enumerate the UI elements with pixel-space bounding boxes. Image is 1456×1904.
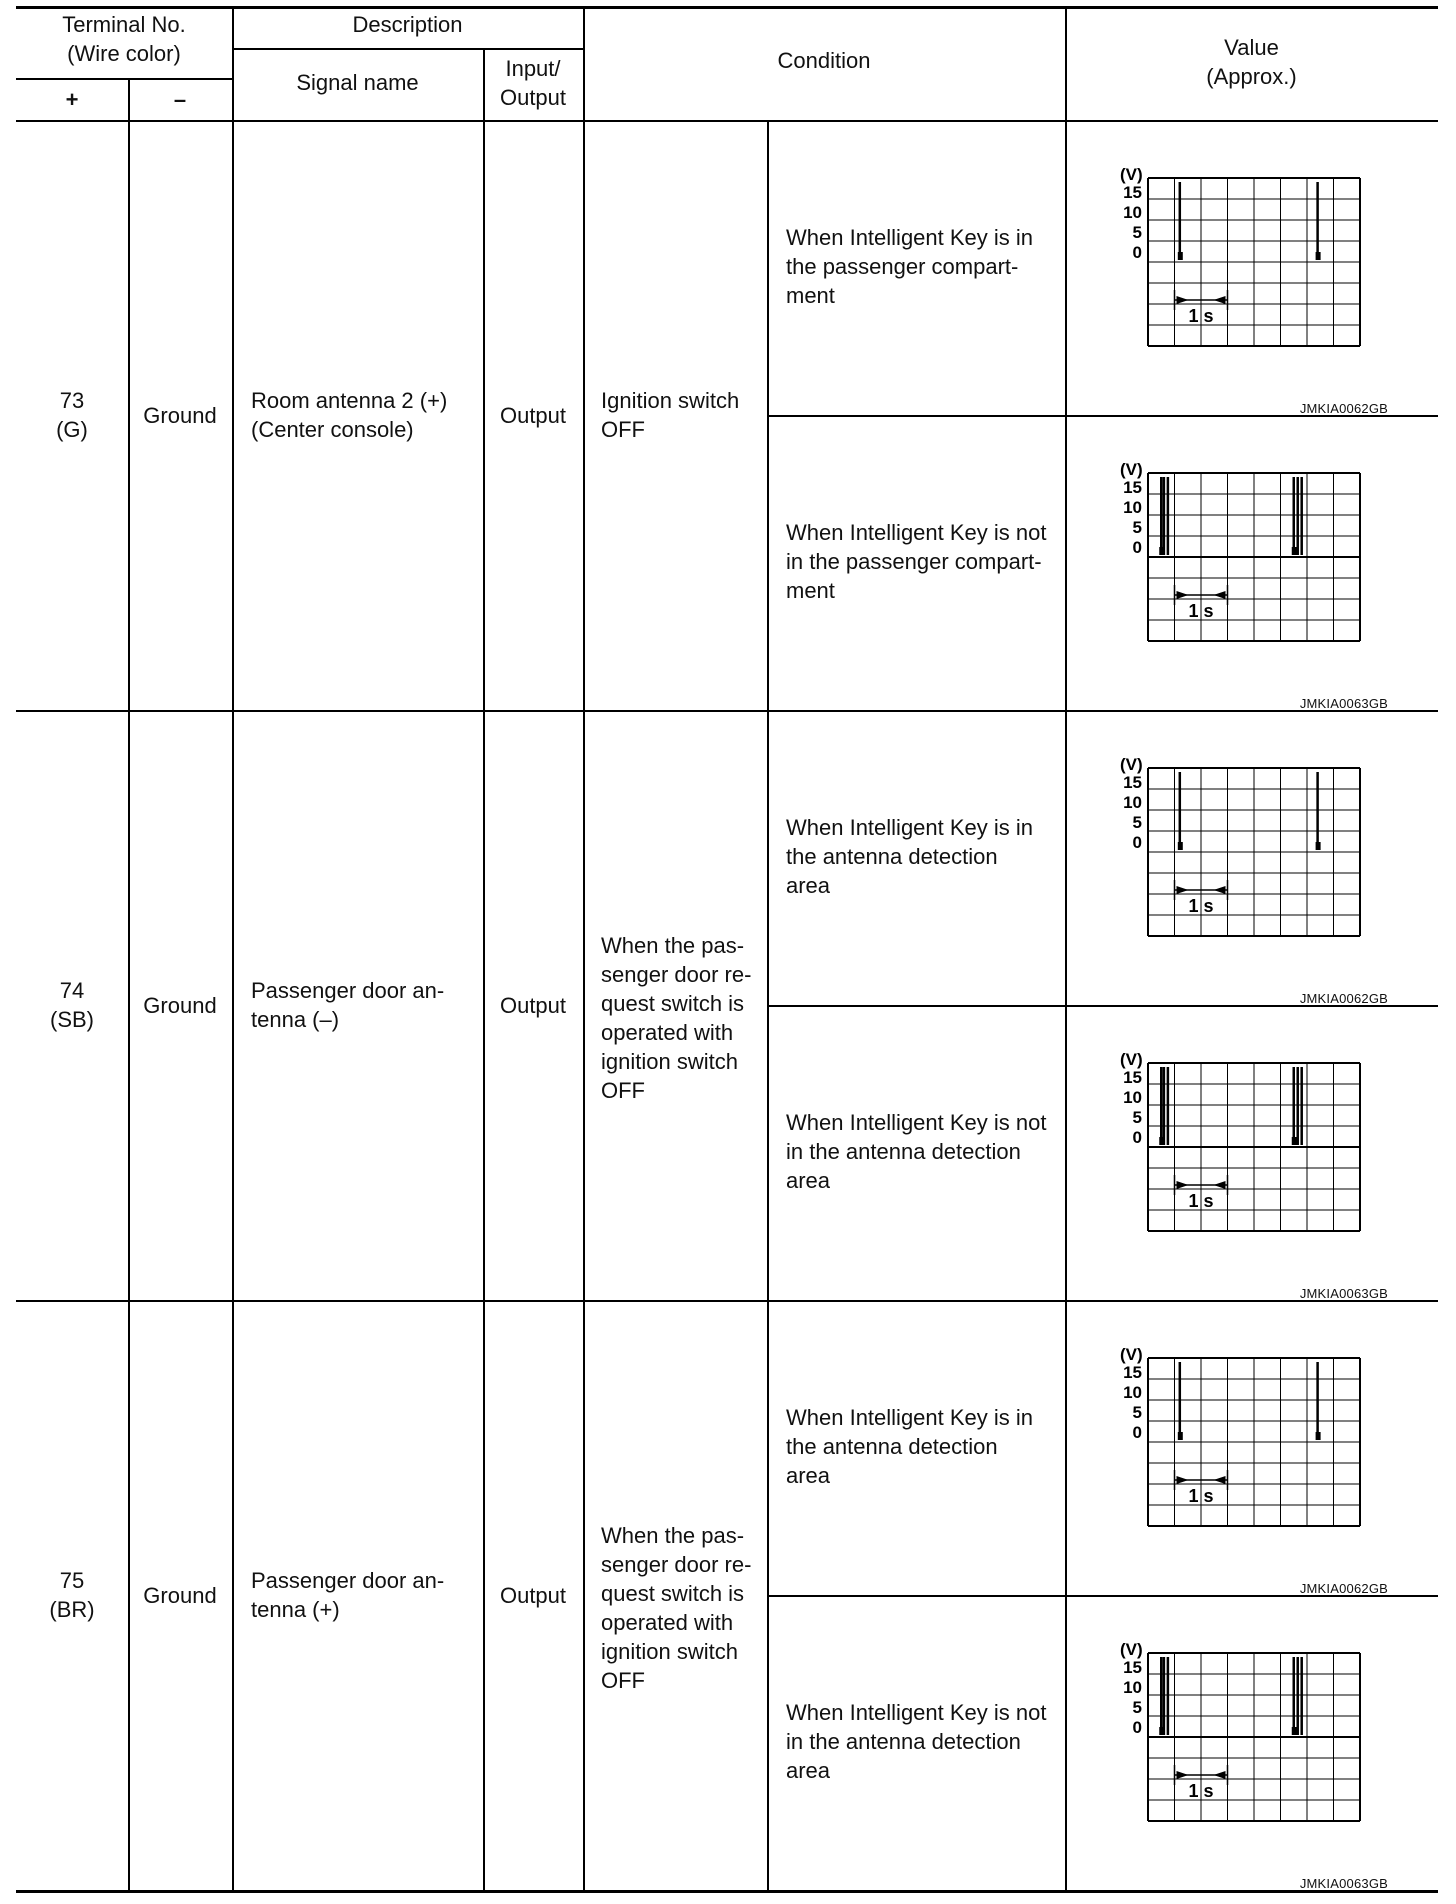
- condition-73-line1: Ignition switch: [601, 388, 740, 413]
- tick-label: 0: [1132, 833, 1142, 852]
- tick-label: 5: [1132, 1108, 1142, 1127]
- subcondition-74a-line1: When Intelligent Key is in: [786, 815, 1034, 840]
- time-marker-arrow: [1177, 296, 1189, 304]
- rule-header-mid-desc: [232, 48, 583, 50]
- subcondition-73a-line1: When Intelligent Key is in: [786, 225, 1034, 250]
- scope-74a: [1100, 752, 1400, 1012]
- condition-74-line2: senger door re-: [601, 962, 752, 987]
- header-minus: –: [173, 87, 187, 112]
- time-label: 1 s: [1188, 1486, 1214, 1506]
- condition-74-line4: operated with: [601, 1020, 734, 1045]
- time-marker-arrow: [1177, 591, 1189, 599]
- tick-label: 15: [1123, 183, 1142, 202]
- io-73: Output: [499, 403, 567, 428]
- subcondition-74a-line2: the antenna detection: [786, 844, 998, 869]
- figure-code-75a: JMKIA0062GB: [1299, 1581, 1388, 1596]
- signal-73-line1: Room antenna 2 (+): [251, 388, 448, 413]
- waveform-pulse-foot: [1292, 1727, 1297, 1735]
- scope-75a: [1100, 1342, 1400, 1602]
- ground-75: Ground: [143, 1583, 217, 1608]
- waveform-pulse-foot: [1159, 1727, 1164, 1735]
- subcondition-74b-line1: When Intelligent Key is not: [786, 1110, 1047, 1135]
- time-marker-arrow: [1214, 1181, 1226, 1189]
- subcondition-74b-line3: area: [786, 1168, 831, 1193]
- unit-label: (V): [1120, 165, 1143, 184]
- header-condition: Condition: [777, 48, 871, 73]
- tick-label: 5: [1132, 1403, 1142, 1422]
- header-value-2: (Approx.): [1206, 64, 1297, 89]
- header-terminal-no: Terminal No.: [62, 12, 186, 37]
- header-input-output-2: Output: [499, 85, 567, 110]
- unit-label: (V): [1120, 460, 1143, 479]
- figure-code-73b: JMKIA0063GB: [1299, 696, 1388, 711]
- tick-label: 15: [1123, 1068, 1142, 1087]
- subcondition-74a-line3: area: [786, 873, 831, 898]
- figure-code-75b: JMKIA0063GB: [1299, 1876, 1388, 1891]
- terminal-74: 74: [59, 978, 85, 1003]
- subcondition-75a-line3: area: [786, 1463, 831, 1488]
- tick-label: 10: [1123, 1088, 1142, 1107]
- time-label: 1 s: [1188, 306, 1214, 326]
- wire-75: (BR): [49, 1597, 95, 1622]
- waveform-pulse-foot: [1292, 1137, 1297, 1145]
- subcondition-75a-line1: When Intelligent Key is in: [786, 1405, 1034, 1430]
- waveform-pulse-foot: [1178, 252, 1183, 260]
- time-marker-arrow: [1214, 296, 1226, 304]
- unit-label: (V): [1120, 1050, 1143, 1069]
- header-input-output-1: Input/: [505, 56, 561, 81]
- tick-label: 15: [1123, 773, 1142, 792]
- header-signal-name: Signal name: [296, 70, 419, 95]
- waveform-pulse-foot: [1316, 842, 1321, 850]
- tick-label: 5: [1132, 223, 1142, 242]
- header-value-1: Value: [1224, 35, 1279, 60]
- header-wire-color: (Wire color): [67, 41, 181, 66]
- subcondition-74b-line2: in the antenna detection: [786, 1139, 1021, 1164]
- subcondition-73b-line1: When Intelligent Key is not: [786, 520, 1047, 545]
- tick-label: 5: [1132, 1698, 1142, 1717]
- col-rule-signal-io: [483, 48, 485, 1892]
- col-rule-condition-split: [767, 120, 769, 1892]
- condition-75-line3: quest switch is: [601, 1581, 745, 1606]
- scope-75b: [1100, 1637, 1400, 1897]
- waveform-pulse-foot: [1178, 842, 1183, 850]
- condition-75-line1: When the pas-: [601, 1523, 745, 1548]
- condition-74-line6: OFF: [601, 1078, 645, 1103]
- time-marker-arrow: [1214, 591, 1226, 599]
- waveform-pulse-foot: [1159, 547, 1164, 555]
- header-description: Description: [352, 12, 463, 37]
- io-75: Output: [499, 1583, 567, 1608]
- condition-75-line5: ignition switch: [601, 1639, 738, 1664]
- tick-label: 0: [1132, 1128, 1142, 1147]
- signal-75-line1: Passenger door an-: [251, 1568, 445, 1593]
- condition-74-line1: When the pas-: [601, 933, 745, 958]
- tick-label: 15: [1123, 1363, 1142, 1382]
- terminal-75: 75: [59, 1568, 85, 1593]
- subcondition-73b-line3: ment: [786, 578, 835, 603]
- tick-label: 10: [1123, 1678, 1142, 1697]
- time-label: 1 s: [1188, 601, 1214, 621]
- time-marker-arrow: [1177, 1771, 1189, 1779]
- time-marker-arrow: [1214, 1476, 1226, 1484]
- subcondition-75b-line3: area: [786, 1758, 831, 1783]
- tick-label: 10: [1123, 793, 1142, 812]
- tick-label: 0: [1132, 243, 1142, 262]
- ground-73: Ground: [143, 403, 217, 428]
- time-marker-arrow: [1214, 886, 1226, 894]
- tick-label: 5: [1132, 813, 1142, 832]
- tick-label: 10: [1123, 1383, 1142, 1402]
- subcondition-75b-line1: When Intelligent Key is not: [786, 1700, 1047, 1725]
- condition-74-line5: ignition switch: [601, 1049, 738, 1074]
- col-rule-terminal-desc: [232, 6, 234, 1892]
- rule-top: [16, 6, 1438, 9]
- waveform-graph: [1100, 162, 1400, 422]
- tick-label: 0: [1132, 1718, 1142, 1737]
- tick-label: 5: [1132, 518, 1142, 537]
- waveform-graph: [1100, 752, 1400, 1012]
- waveform-pulse-foot: [1178, 1432, 1183, 1440]
- subcondition-75a-line2: the antenna detection: [786, 1434, 998, 1459]
- figure-code-74b: JMKIA0063GB: [1299, 1286, 1388, 1301]
- col-rule-plus-minus: [128, 78, 130, 1892]
- subcondition-73a-line3: ment: [786, 283, 835, 308]
- col-rule-condition-value: [1065, 6, 1067, 1892]
- scope-73b: [1100, 457, 1400, 717]
- time-marker-arrow: [1177, 886, 1189, 894]
- time-label: 1 s: [1188, 896, 1214, 916]
- time-label: 1 s: [1188, 1781, 1214, 1801]
- waveform-pulse-foot: [1316, 252, 1321, 260]
- condition-75-line2: senger door re-: [601, 1552, 752, 1577]
- ground-74: Ground: [143, 993, 217, 1018]
- unit-label: (V): [1120, 1640, 1143, 1659]
- condition-75-line4: operated with: [601, 1610, 734, 1635]
- header-plus: +: [65, 87, 79, 112]
- wire-74: (SB): [50, 1007, 94, 1032]
- unit-label: (V): [1120, 755, 1143, 774]
- tick-label: 0: [1132, 538, 1142, 557]
- figure-code-73a: JMKIA0062GB: [1299, 401, 1388, 416]
- tick-label: 15: [1123, 478, 1142, 497]
- time-marker-arrow: [1177, 1476, 1189, 1484]
- waveform-pulse-foot: [1159, 1137, 1164, 1145]
- signal-74-line1: Passenger door an-: [251, 978, 445, 1003]
- col-rule-desc-condition: [583, 6, 585, 1892]
- io-74: Output: [499, 993, 567, 1018]
- signal-73-line2: (Center console): [251, 417, 414, 442]
- subcondition-73a-line2: the passenger compart-: [786, 254, 1019, 279]
- tick-label: 10: [1123, 498, 1142, 517]
- time-marker-arrow: [1214, 1771, 1226, 1779]
- unit-label: (V): [1120, 1345, 1143, 1364]
- condition-75-line6: OFF: [601, 1668, 645, 1693]
- condition-74-line3: quest switch is: [601, 991, 745, 1016]
- figure-code-74a: JMKIA0062GB: [1299, 991, 1388, 1006]
- tick-label: 0: [1132, 1423, 1142, 1442]
- waveform-graph: [1100, 1047, 1400, 1307]
- time-marker-arrow: [1177, 1181, 1189, 1189]
- waveform-graph: [1100, 1637, 1400, 1897]
- waveform-pulse-foot: [1292, 547, 1297, 555]
- waveform-graph: [1100, 1342, 1400, 1602]
- tick-label: 15: [1123, 1658, 1142, 1677]
- waveform-pulse-foot: [1316, 1432, 1321, 1440]
- subcondition-73b-line2: in the passenger compart-: [786, 549, 1042, 574]
- signal-74-line2: tenna (–): [251, 1007, 340, 1032]
- terminal-73: 73: [59, 388, 85, 413]
- subcondition-75b-line2: in the antenna detection: [786, 1729, 1021, 1754]
- waveform-graph: [1100, 457, 1400, 717]
- scope-74b: [1100, 1047, 1400, 1307]
- time-label: 1 s: [1188, 1191, 1214, 1211]
- condition-73-line2: OFF: [601, 417, 645, 442]
- wire-73: (G): [56, 417, 88, 442]
- scope-73a: [1100, 162, 1400, 422]
- rule-header-bottom: [16, 120, 1438, 122]
- tick-label: 10: [1123, 203, 1142, 222]
- rule-header-mid-terminal: [16, 78, 232, 80]
- signal-75-line2: tenna (+): [251, 1597, 340, 1622]
